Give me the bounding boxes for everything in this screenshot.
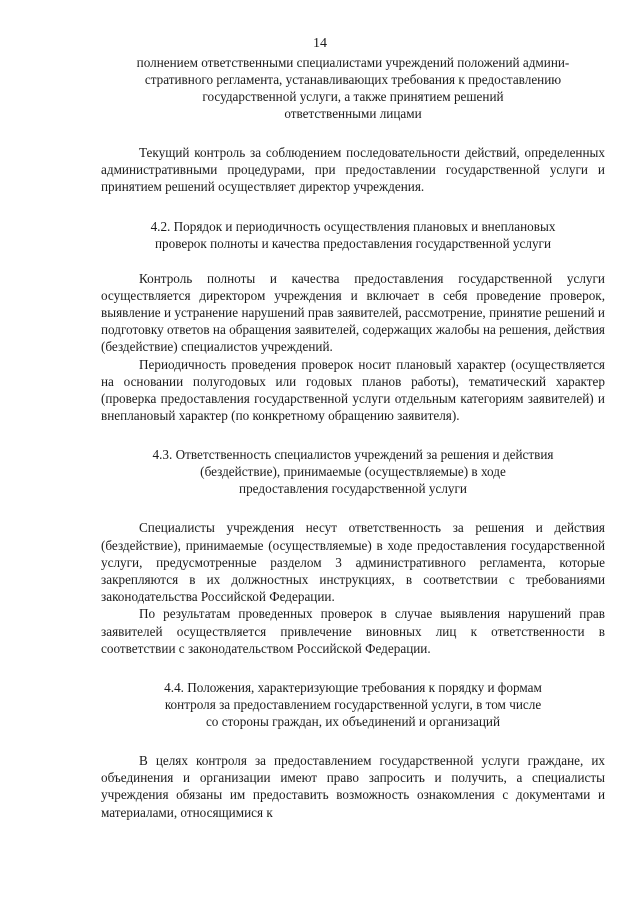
- heading-line: предоставления государственной услуги: [239, 481, 467, 497]
- heading-line: контроля за предоставлением государственной услуги, в том числе: [164, 697, 542, 713]
- paragraph-current-control: Текущий контроль за соблюдением последовательности действий, определенных административными процедурами, при предоставлении государственной услуги и принятием решений осуществляет директор учреждения.: [101, 145, 605, 195]
- continued-section-heading: [101, 54, 605, 122]
- paragraph-citizen-control: В целях контроля за предоставлением государственной услуги граждане, их объединения и организации имеют право запросить и получить, а специалисты учреждения обязаны им предоставить возможность ознакомления с документами и материалами, относящимися к: [101, 753, 605, 820]
- section-heading-4-2: [101, 218, 605, 252]
- heading-line: проверок полноты и качества предоставления государственной услуги: [154, 235, 552, 251]
- heading-line: (бездействие), принимаемые (осуществляемые) в ходе: [200, 464, 506, 480]
- heading-line: государственной услуги, а также принятием решений: [202, 89, 504, 104]
- section-heading-4-3: [101, 446, 605, 497]
- heading-line: 4.3. Ответственность специалистов учреждений за решения и действия: [152, 447, 554, 463]
- heading-line: 4.2. Порядок и периодичность осуществления плановых и внеплановых: [150, 218, 556, 234]
- paragraph-quality-control: Контроль полноты и качества предоставления государственной услуги осуществляется директором учреждения и включает в себя проведение проверок, выявление и устранение нарушений прав заявителей, рассмотрение, принятие решений и подготовку ответов на обращения заявителей, содержащих жалобы на решения, действия (бездействие) специалистов учреждений.: [101, 270, 605, 355]
- heading-line: ответственными лицами: [284, 106, 422, 121]
- section-heading-4-4: [101, 679, 605, 730]
- paragraph-specialist-responsibility: Специалисты учреждения несут ответственность за решения и действия (бездействие), принимаемые (осуществляемые) в ходе предоставления государственной услуги, предусмотренные разделом 3 административного регламента, которые закрепляются в их должностных инструкциях, в соответствии с требованиями законодательства Российской Федерации.: [101, 520, 605, 605]
- heading-line: полнением ответственными специалистами учреждений положений админи-: [136, 55, 570, 70]
- paragraph-inspection-frequency: Периодичность проведения проверок носит плановый характер (осуществляется на основании полугодовых или годовых планов работы), тематический характер (проверка предоставления государственной услуги отдельным категориям заявителей) и внеплановый характер (по конкретному обращению заявителя).: [101, 356, 605, 424]
- paragraph-inspection-results: По результатам проведенных проверок в случае выявления нарушений прав заявителей осуществляется привлечение виновных лиц к ответственности в соответствии с законодательством Российской Федерации.: [101, 606, 605, 656]
- heading-line: стративного регламента, устанавливающих требования к предоставлению: [144, 72, 562, 87]
- page-number: 14: [313, 36, 327, 51]
- heading-line: со стороны граждан, их объединений и организаций: [205, 714, 501, 730]
- heading-line: 4.4. Положения, характеризующие требования к порядку и формам: [164, 680, 542, 696]
- page-content: [101, 54, 605, 821]
